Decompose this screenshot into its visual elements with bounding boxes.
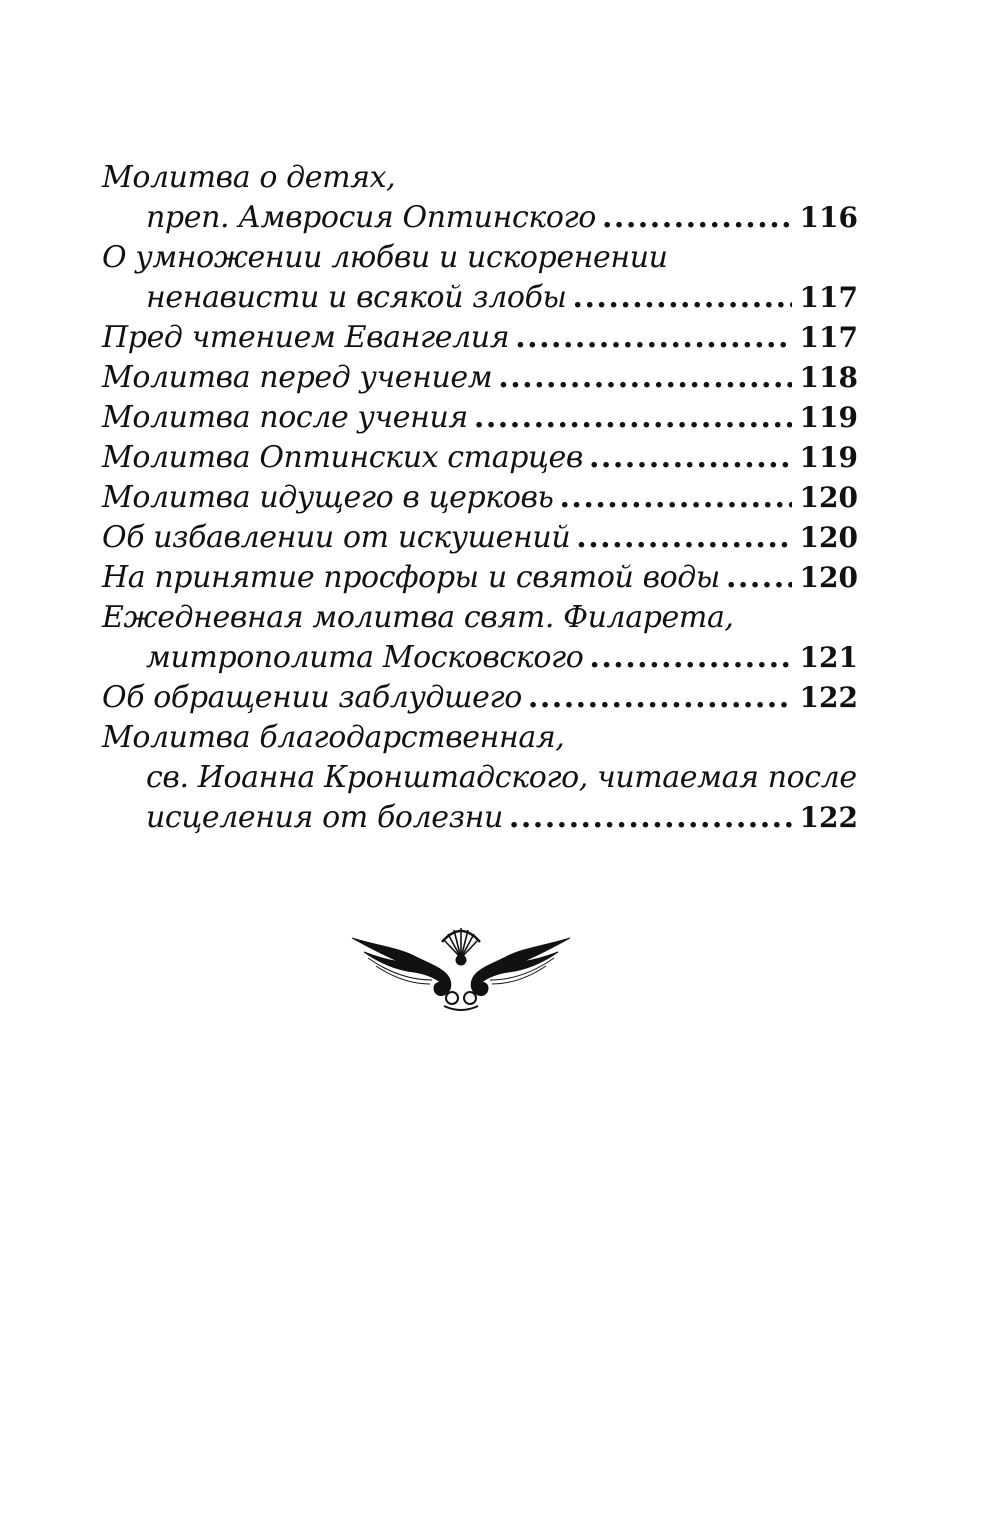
toc-entry-line [102,478,858,518]
toc-page-number: 117 [799,321,858,354]
toc-page-number: 121 [799,641,858,674]
toc-entry-line [102,678,858,718]
toc-page-number: 122 [799,681,858,714]
toc-entry-line [102,358,858,398]
toc-entry-line [102,718,858,758]
dot-leader [474,398,792,438]
toc-entry-title: ненависти и всякой злобы [146,280,567,315]
dot-leader [726,558,792,598]
toc-page-number: 119 [799,401,858,434]
toc-entry-line [102,158,858,198]
toc-entry-line [102,278,858,318]
bird-pair-ornament-icon [348,918,574,1014]
toc-entry-line [102,598,858,638]
dot-leader [589,638,791,678]
dot-leader [589,438,792,478]
toc-entry-line [102,398,858,438]
dot-leader [528,678,792,718]
fan-shell-icon [442,928,480,958]
toc-entry-line [102,758,858,798]
toc-entry-title: Молитва после учения [102,400,468,435]
dot-leader [573,278,792,318]
right-bird-icon [471,938,570,996]
toc-page-number: 120 [799,521,858,554]
toc-entry-title: митрополита Московского [146,640,584,675]
toc-entry-line [102,318,858,358]
table-of-contents [102,158,858,838]
toc-entry-title: Молитва перед учением [102,360,493,395]
toc-entry-title: На принятие просфоры и святой воды [102,560,720,595]
toc-page-number: 118 [799,361,858,394]
left-bird-icon [352,938,451,996]
toc-entry-title: О умножении любви и искоренении [102,240,668,275]
toc-page-number: 120 [799,561,858,594]
dot-leader [576,518,791,558]
toc-entry-title: св. Иоанна Кронштадского, читаемая после [146,760,857,795]
toc-entry-line [102,638,858,678]
toc-entry-line [102,198,858,238]
toc-entry-title: Молитва о детях, [102,160,396,195]
toc-entry-line [102,798,858,838]
toc-page-number: 119 [799,441,858,474]
toc-entry-line [102,438,858,478]
toc-entry-title: преп. Амвросия Оптинского [146,200,596,235]
toc-entry-line [102,238,858,278]
toc-page-number: 122 [799,801,858,834]
toc-page-number: 120 [799,481,858,514]
toc-entry-title: Об обращении заблудшего [102,680,522,715]
toc-entry-title: Молитва благодарственная, [102,720,565,755]
toc-entry-title: Молитва Оптинских старцев [102,440,583,475]
dot-leader [498,358,791,398]
toc-entry-title: Пред чтением Евангелия [102,320,510,355]
toc-entry-title: Ежедневная молитва свят. Филарета, [102,600,734,635]
dot-leader [509,798,792,838]
toc-entry-title: исцеления от болезни [146,800,503,835]
toc-entry-title: Молитва идущего в церковь [102,480,554,515]
toc-entry-title: Об избавлении от искушений [102,520,571,555]
dot-leader [602,198,792,238]
dot-leader [559,478,791,518]
dot-leader [515,318,791,358]
toc-entry-line [102,558,858,598]
toc-entry-line [102,518,858,558]
toc-page-number: 116 [799,201,858,234]
toc-page-number: 117 [799,281,858,314]
